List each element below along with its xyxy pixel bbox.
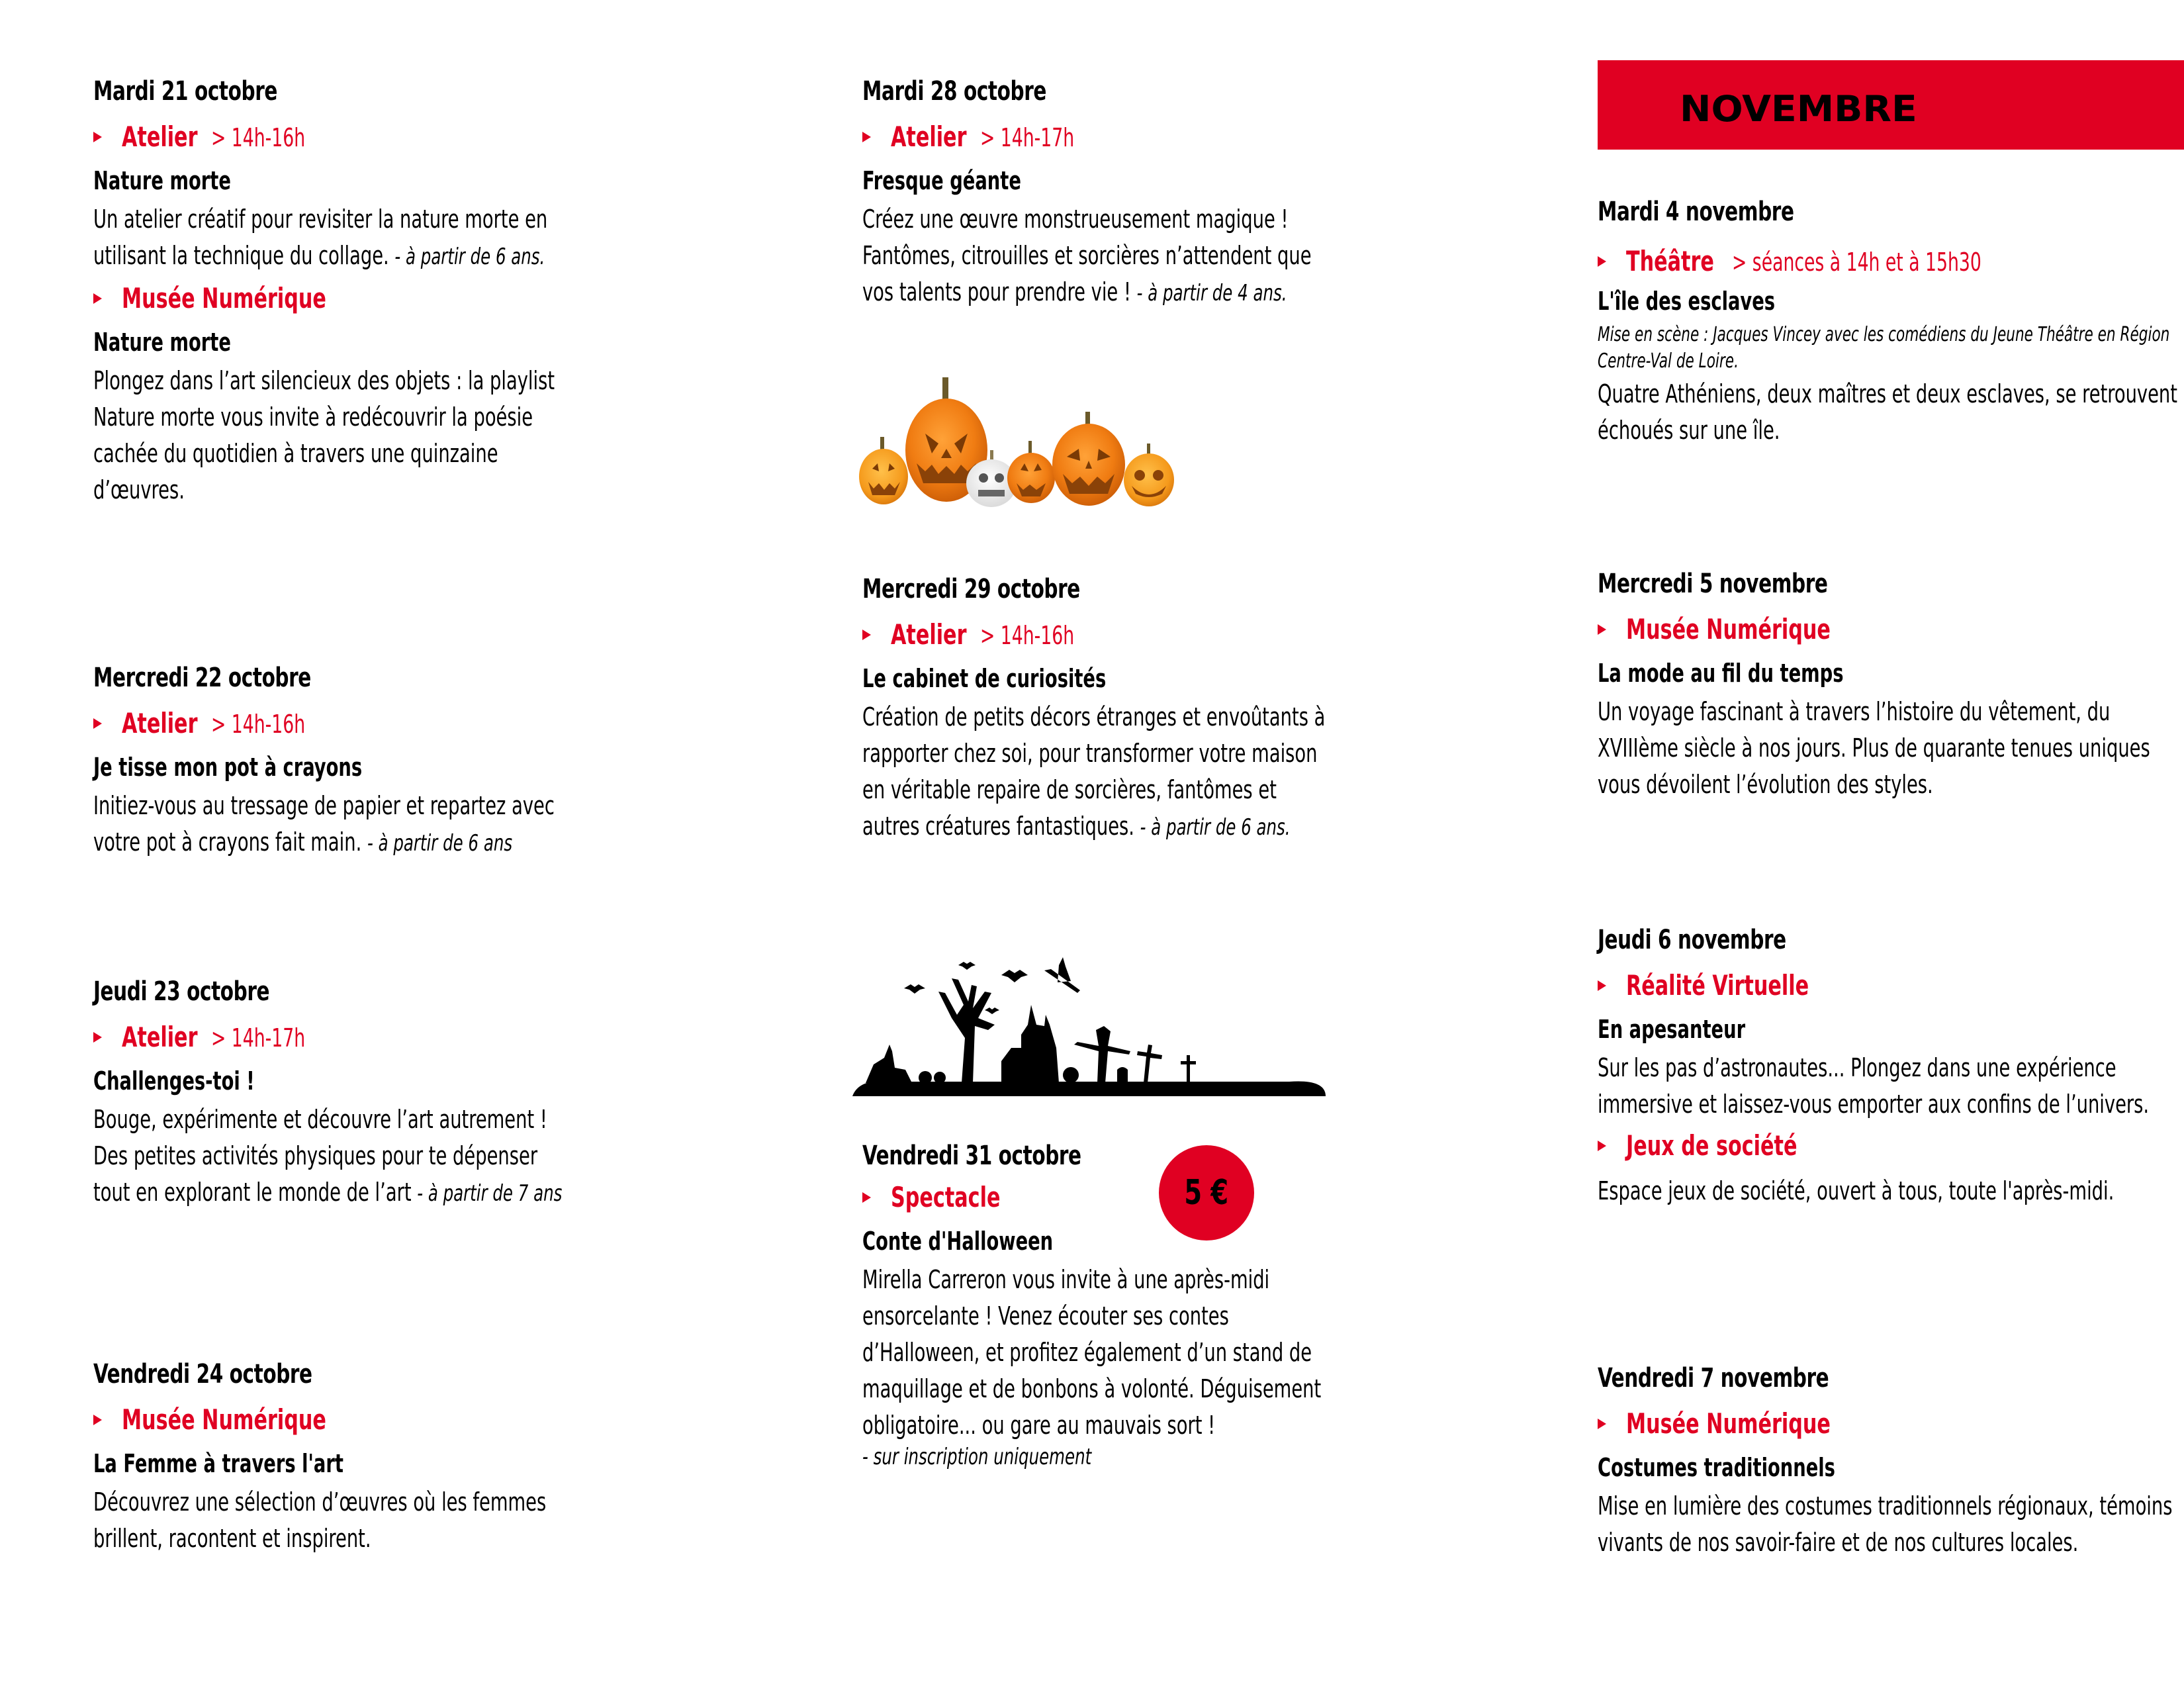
description-text: Mirella Carreron vous invite à une après-midi ensorcelante ! Venez écouter ses contes d’Halloween, et profitez également d’un stand de maquillage et de bonbons à volonté. Déguisement obligatoire... ou gare au mauvais sort ! bbox=[862, 1265, 1322, 1440]
activity-kind: Musée Numérique bbox=[1626, 613, 1831, 645]
activity-description bbox=[93, 788, 570, 862]
event-day bbox=[1598, 571, 2184, 803]
activity-title: Challenges-toi ! bbox=[93, 1066, 255, 1096]
triangle-bullet-icon bbox=[93, 293, 102, 304]
activity-description bbox=[1598, 1173, 2184, 1209]
description-text: Sur les pas d’astronautes... Plongez dans une expérience immersive et laissez-vous emporter aux confins de l’univers. bbox=[1598, 1053, 2150, 1119]
description-text: Mise en lumière des costumes traditionnels régionaux, témoins vivants de nos savoir-faire et de nos cultures locales. bbox=[1598, 1491, 2173, 1557]
bat-silhouette bbox=[1001, 970, 1028, 982]
activity-description bbox=[93, 363, 570, 508]
activity-title: La Femme à travers l'art bbox=[93, 1449, 343, 1478]
activity-kind: Musée Numérique bbox=[122, 282, 326, 314]
event-date: Jeudi 23 octobre bbox=[93, 976, 270, 1007]
pumpkins-image bbox=[854, 371, 1330, 510]
cross-silhouette bbox=[1181, 1055, 1196, 1083]
activity-time: > 14h-16h bbox=[211, 710, 306, 739]
event-date: Mercredi 22 octobre bbox=[93, 663, 311, 693]
event-date: Vendredi 31 octobre bbox=[862, 1141, 1081, 1171]
event-day bbox=[1598, 199, 2184, 449]
activity-title: Fresque géante bbox=[862, 166, 1021, 195]
activity-title: Je tisse mon pot à crayons bbox=[93, 753, 363, 782]
event-date: Vendredi 24 octobre bbox=[93, 1359, 312, 1389]
event-date: Vendredi 7 novembre bbox=[1598, 1363, 1829, 1393]
activity-kind: Jeux de société bbox=[1626, 1129, 1797, 1162]
event-day bbox=[862, 576, 1339, 846]
wolf-silhouette bbox=[866, 1045, 912, 1083]
activity-title: En apesanteur bbox=[1598, 1015, 1746, 1044]
activity-line bbox=[1598, 245, 2184, 277]
price-badge bbox=[1159, 1145, 1254, 1241]
activity-description bbox=[1598, 1488, 2184, 1561]
triangle-bullet-icon bbox=[862, 630, 871, 640]
activity-time: > 14h-17h bbox=[211, 1023, 306, 1053]
description-text: Quatre Athéniens, deux maîtres et deux esclaves, se retrouvent échoués sur une île. bbox=[1598, 379, 2177, 445]
bat-silhouette bbox=[985, 1008, 999, 1014]
description-text: Créez une œuvre monstrueusement magique ! Fantômes, citrouilles et sorcières n’attendent que vos talents pour prendre vie ! bbox=[862, 205, 1312, 306]
pumpkin-silhouette bbox=[934, 1072, 946, 1084]
event-date: Mercredi 29 octobre bbox=[862, 574, 1080, 604]
pumpkin bbox=[859, 437, 908, 504]
description-text: Un voyage fascinant à travers l’histoire du vêtement, du XVIIIème siècle à nos jours. Plus de quarante tenues uniques vous dévoilent l’évolution des styles. bbox=[1598, 697, 2150, 799]
description-text: Bouge, expérimente et découvre l’art autrement ! Des petites activités physiques pour te dépenser tout en explorant le monde de l’art bbox=[93, 1105, 547, 1207]
activity-line bbox=[93, 707, 570, 739]
age-note: - à partir de 7 ans bbox=[417, 1180, 563, 1207]
age-note: - à partir de 6 ans. bbox=[1140, 814, 1291, 841]
activity-title: La mode au fil du temps bbox=[1598, 659, 1844, 688]
activity-description bbox=[93, 1102, 570, 1212]
description-text: Initiez-vous au tressage de papier et repartez avec votre pot à crayons fait main. bbox=[93, 791, 555, 857]
pumpkin-silhouette bbox=[919, 1071, 932, 1084]
activity-description bbox=[93, 201, 570, 275]
activity-time: > 14h-16h bbox=[980, 621, 1075, 650]
cross-silhouette bbox=[1137, 1045, 1162, 1083]
activity-kind: Réalité Virtuelle bbox=[1626, 969, 1809, 1002]
event-date: Jeudi 6 novembre bbox=[1598, 925, 1786, 955]
description-text: Un atelier créatif pour revisiter la nature morte en utilisant la technique du collage. bbox=[93, 205, 548, 270]
activity-line bbox=[862, 618, 1339, 651]
activity-description bbox=[1598, 376, 2184, 449]
activity-time: > 14h-16h bbox=[211, 123, 306, 152]
event-date: Mardi 4 novembre bbox=[1598, 197, 1794, 227]
activity-description bbox=[862, 699, 1339, 846]
triangle-bullet-icon bbox=[93, 718, 102, 729]
triangle-bullet-icon bbox=[1598, 980, 1606, 991]
event-day bbox=[93, 1361, 570, 1557]
tree-silhouette bbox=[938, 978, 995, 1083]
activity-title: Costumes traditionnels bbox=[1598, 1453, 1835, 1482]
event-day bbox=[93, 978, 570, 1212]
tombstone-silhouette bbox=[1117, 1067, 1128, 1083]
triangle-bullet-icon bbox=[1598, 256, 1606, 267]
age-note: - à partir de 6 ans bbox=[367, 830, 513, 857]
activity-kind: Atelier bbox=[891, 120, 967, 153]
pumpkin bbox=[1052, 412, 1125, 506]
price-label: 5 € bbox=[1184, 1173, 1229, 1213]
event-day bbox=[1598, 927, 2184, 1209]
activity-line bbox=[1598, 1129, 2184, 1162]
triangle-bullet-icon bbox=[93, 1032, 102, 1043]
activity-description bbox=[862, 201, 1339, 312]
triangle-bullet-icon bbox=[93, 132, 102, 142]
event-day bbox=[862, 1143, 1339, 1470]
activity-line bbox=[1598, 969, 2184, 1002]
event-day bbox=[93, 665, 570, 862]
activity-line bbox=[93, 1403, 570, 1436]
activity-time: > séances à 14h et à 15h30 bbox=[1732, 248, 1981, 277]
bat-silhouette bbox=[958, 962, 976, 970]
activity-description bbox=[1598, 694, 2184, 803]
activity-time: > 14h-17h bbox=[980, 123, 1075, 152]
witch-silhouette bbox=[1044, 957, 1080, 993]
event-date: Mercredi 5 novembre bbox=[1598, 569, 1828, 599]
activity-title: Nature morte bbox=[93, 166, 231, 195]
activity-title: Nature morte bbox=[93, 328, 231, 357]
triangle-bullet-icon bbox=[862, 132, 871, 142]
activity-kind: Spectacle bbox=[891, 1181, 1001, 1213]
event-date: Mardi 28 octobre bbox=[862, 76, 1046, 107]
pumpkin-silhouette bbox=[1063, 1067, 1079, 1083]
triangle-bullet-icon bbox=[1598, 1419, 1606, 1429]
triangle-bullet-icon bbox=[862, 1192, 871, 1203]
activity-kind: Théâtre bbox=[1626, 245, 1714, 277]
activity-kind: Musée Numérique bbox=[1626, 1407, 1831, 1440]
activity-line bbox=[93, 282, 570, 314]
activity-title: Conte d'Halloween bbox=[862, 1227, 1054, 1256]
age-note: - à partir de 6 ans. bbox=[394, 244, 545, 270]
activity-title: L'île des esclaves bbox=[1598, 287, 1776, 316]
staging-credit: Mise en scène : Jacques Vincey avec les comédiens du Jeune Théâtre en Région Centre-Val de Loire. bbox=[1598, 323, 2170, 373]
activity-title: Le cabinet de curiosités bbox=[862, 664, 1107, 693]
halloween-scene-image bbox=[852, 952, 1329, 1101]
activity-kind: Atelier bbox=[122, 120, 198, 153]
pumpkin bbox=[1124, 444, 1174, 506]
triangle-bullet-icon bbox=[93, 1415, 102, 1425]
activity-kind: Musée Numérique bbox=[122, 1403, 326, 1436]
event-date: Mardi 21 octobre bbox=[93, 76, 277, 107]
activity-line bbox=[93, 120, 570, 153]
event-day bbox=[862, 78, 1339, 312]
age-note: - à partir de 4 ans. bbox=[1136, 280, 1287, 306]
activity-description bbox=[1598, 1050, 2184, 1123]
event-day bbox=[1598, 1365, 2184, 1561]
activity-description bbox=[862, 1262, 1339, 1444]
triangle-bullet-icon bbox=[1598, 1141, 1606, 1151]
month-title: NOVEMBRE bbox=[1680, 88, 1917, 130]
month-banner bbox=[1598, 60, 2184, 150]
bat-silhouette bbox=[904, 984, 925, 994]
activity-line bbox=[1598, 613, 2184, 645]
activity-line bbox=[862, 120, 1339, 153]
description-text: Création de petits décors étranges et envoûtants à rapporter chez soi, pour transformer votre maison en véritable repaire de sorcières, fantômes et autres créatures fantastiques. bbox=[862, 702, 1326, 841]
haunted-house-silhouette bbox=[1001, 1005, 1059, 1083]
activity-line bbox=[93, 1023, 570, 1051]
activity-line bbox=[1598, 1407, 2184, 1440]
description-text: Découvrez une sélection d’œuvres où les femmes brillent, racontent et inspirent. bbox=[93, 1487, 547, 1553]
activity-kind: Atelier bbox=[891, 618, 967, 651]
activity-line bbox=[862, 1181, 1339, 1213]
pumpkin bbox=[1007, 441, 1055, 503]
description-text: Espace jeux de société, ouvert à tous, toute l'après-midi. bbox=[1598, 1176, 2115, 1205]
event-day bbox=[93, 78, 570, 508]
registration-note: - sur inscription uniquement bbox=[862, 1444, 1092, 1470]
activity-kind: Atelier bbox=[122, 707, 198, 739]
description-text: Plongez dans l’art silencieux des objets : la playlist Nature morte vous invite à redécouvrir la poésie cachée du quotidien à travers une quinzaine d’œuvres. bbox=[93, 366, 555, 504]
activity-kind: Atelier bbox=[122, 1021, 198, 1053]
triangle-bullet-icon bbox=[1598, 624, 1606, 635]
activity-description bbox=[93, 1484, 570, 1557]
